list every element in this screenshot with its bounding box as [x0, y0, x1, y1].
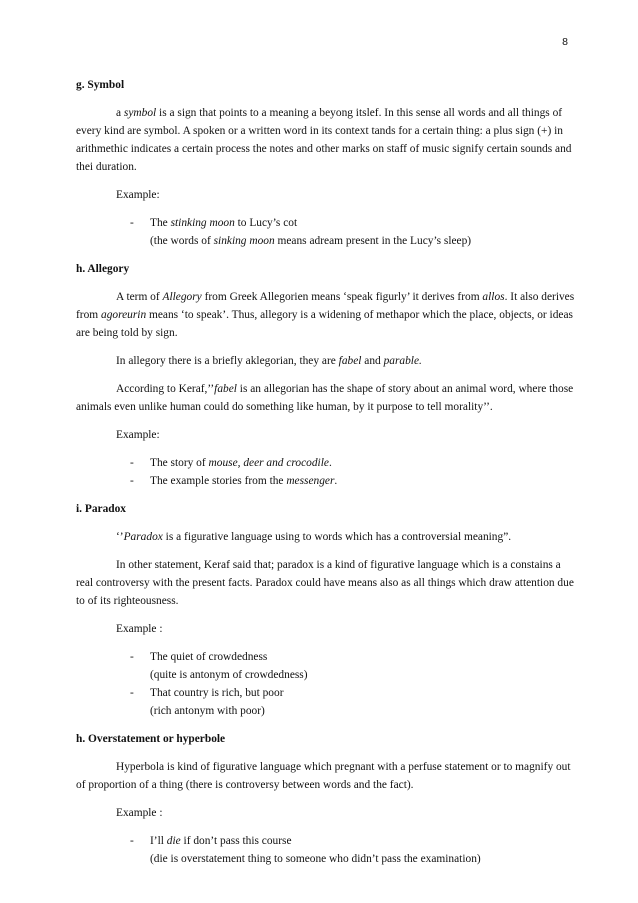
- paradox-example-label: Example :: [116, 623, 163, 635]
- section-heading-allegory: h. Allegory: [76, 263, 130, 275]
- symbol-example-label: Example:: [116, 189, 160, 201]
- allegory-example-item: - The story of mouse, deer and crocodile.: [130, 454, 576, 472]
- paradox-paragraph-2: In other statement, Keraf said that; paradox is a kind of figurative language which is a constains a real controversy with the present facts. Paradox could have means also as all things which draw attention due to of its righteousness.: [76, 559, 574, 607]
- page-content: [76, 76, 576, 868]
- allegory-example-list: [130, 454, 576, 490]
- overstatement-example-list: [130, 832, 576, 868]
- paradox-paragraph-1: ‘’Paradox is a figurative language using to words which has a controversial meaning”.: [116, 531, 512, 543]
- paradox-example-list: [130, 648, 576, 720]
- paradox-example-item: - The quiet of crowdedness (quite is antonym of crowdedness): [130, 648, 576, 684]
- section-heading-symbol: g. Symbol: [76, 79, 125, 91]
- allegory-paragraph-1: A term of Allegory from Greek Allegorien means ‘speak figurly’ it derives from allos. It also derives from agoreurin means ‘to speak’. Thus, allegory is a widening of methapor which the place, objects, or ideas are being told by sign.: [76, 291, 575, 339]
- paradox-example-item: - That country is rich, but poor (rich antonym with poor): [130, 684, 576, 720]
- overstatement-example-item: - I’ll die if don’t pass this course (die is overstatement thing to someone who didn’t pass the examination): [130, 832, 576, 868]
- symbol-example-list: [130, 214, 576, 250]
- allegory-paragraph-2: In allegory there is a briefly aklegorian, they are fabel and parable.: [116, 355, 422, 367]
- allegory-example-item: - The example stories from the messenger.: [130, 472, 576, 490]
- allegory-example-label: Example:: [116, 429, 160, 441]
- symbol-example-item: - The stinking moon to Lucy’s cot (the words of sinking moon means adream present in the Lucy’s sleep): [130, 214, 576, 250]
- symbol-paragraph: a symbol is a sign that points to a meaning a beyong itslef. In this sense all words and all things of every kind are symbol. A spoken or a written word in its context tands for a certain thing: a plus sign (+) in arithmethic indicates a certain process the notes and other marks on staff of music signify certain sounds and thei duration.: [76, 107, 572, 173]
- overstatement-example-label: Example :: [116, 807, 163, 819]
- section-heading-paradox: i. Paradox: [76, 503, 126, 515]
- overstatement-paragraph: Hyperbola is kind of figurative language which pregnant with a perfuse statement or to magnify out of proportion of a thing (there is controversy between words and the fact).: [76, 761, 571, 791]
- page-number: 8: [562, 36, 568, 48]
- allegory-paragraph-3: According to Keraf,’’fabel is an allegorian has the shape of story about an animal word, where those animals even unlike human could do something like human, by it purpose to tell morality’’.: [76, 383, 574, 413]
- section-heading-overstatement: h. Overstatement or hyperbole: [76, 733, 226, 745]
